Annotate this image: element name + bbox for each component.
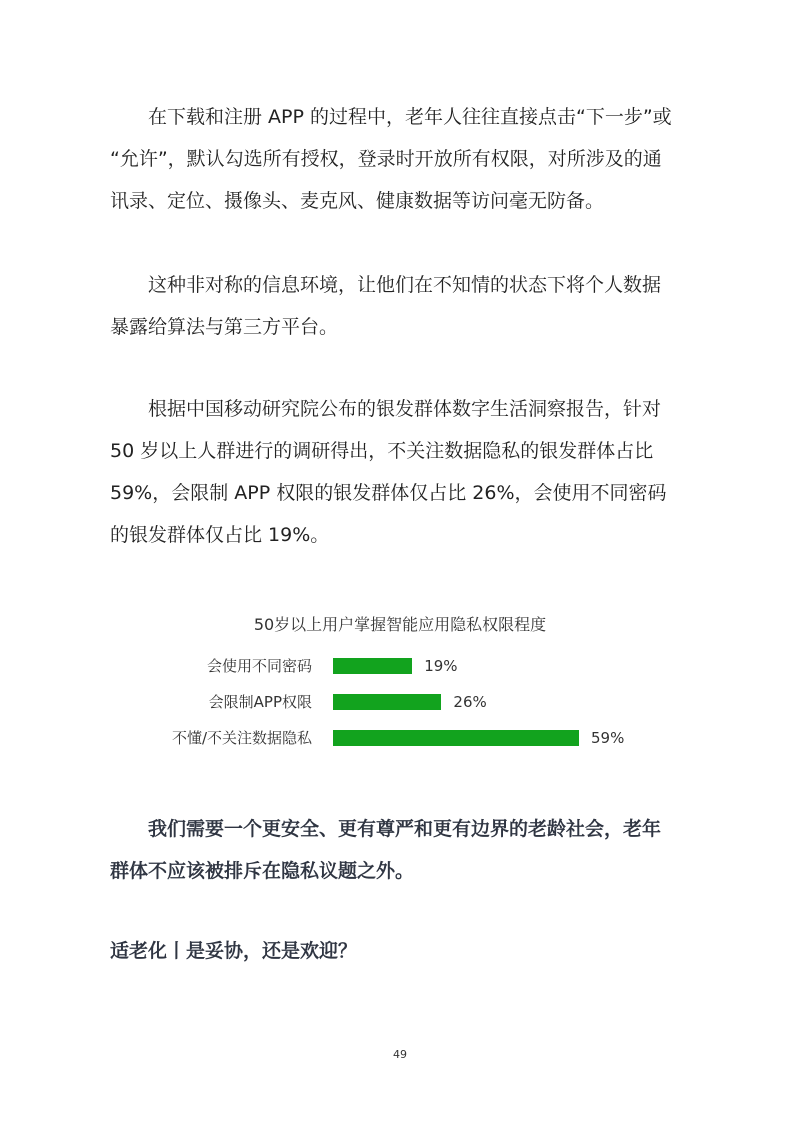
page-number: 49 xyxy=(393,1048,407,1061)
category-label: 不懂/不关注数据隐私 xyxy=(171,729,312,747)
paragraph-1-line-1: 在下载和注册 APP 的过程中，老年人往往直接点击“下一步”或 xyxy=(148,106,672,128)
paragraph-2-line-2: 暴露给算法与第三方平台。 xyxy=(110,316,339,338)
emphasis-line-1: 我们需要一个更安全、更有尊严和更有边界的老龄社会，老年 xyxy=(148,818,662,840)
category-label: 会使用不同密码 xyxy=(206,657,312,675)
chart-title: 50岁以上用户掌握智能应用隐私权限程度 xyxy=(253,615,547,634)
paragraph-3-line-4: 的银发群体仅占比 19%。 xyxy=(110,524,330,546)
privacy-permission-bar-chart xyxy=(0,600,800,760)
section-heading: 适老化丨是妥协，还是欢迎？ xyxy=(110,940,358,962)
emphasis-line-2: 群体不应该被排斥在隐私议题之外。 xyxy=(110,860,415,882)
bar xyxy=(333,730,579,746)
bar xyxy=(333,694,441,710)
bar xyxy=(333,658,412,674)
paragraph-1-line-3: 讯录、定位、摄像头、麦克风、健康数据等访问毫无防备。 xyxy=(110,190,605,212)
category-label: 会限制APP权限 xyxy=(208,693,312,711)
paragraph-3-line-1: 根据中国移动研究院公布的银发群体数字生活洞察报告，针对 xyxy=(148,398,662,420)
paragraph-1 xyxy=(110,96,698,222)
paragraph-3-line-2: 50 岁以上人群进行的调研得出，不关注数据隐私的银发群体占比 xyxy=(110,440,654,462)
value-label: 26% xyxy=(453,693,487,711)
value-label: 59% xyxy=(591,729,625,747)
paragraph-2 xyxy=(110,264,698,348)
paragraph-2-line-1: 这种非对称的信息环境，让他们在不知情的状态下将个人数据 xyxy=(148,274,662,296)
emphasis-paragraph xyxy=(110,808,710,892)
paragraph-1-line-2: “允许”，默认勾选所有授权，登录时开放所有权限，对所涉及的通 xyxy=(110,148,662,170)
value-label: 19% xyxy=(424,657,458,675)
paragraph-3-line-3: 59%，会限制 APP 权限的银发群体仅占比 26%，会使用不同密码 xyxy=(110,482,667,504)
paragraph-3 xyxy=(110,388,698,556)
